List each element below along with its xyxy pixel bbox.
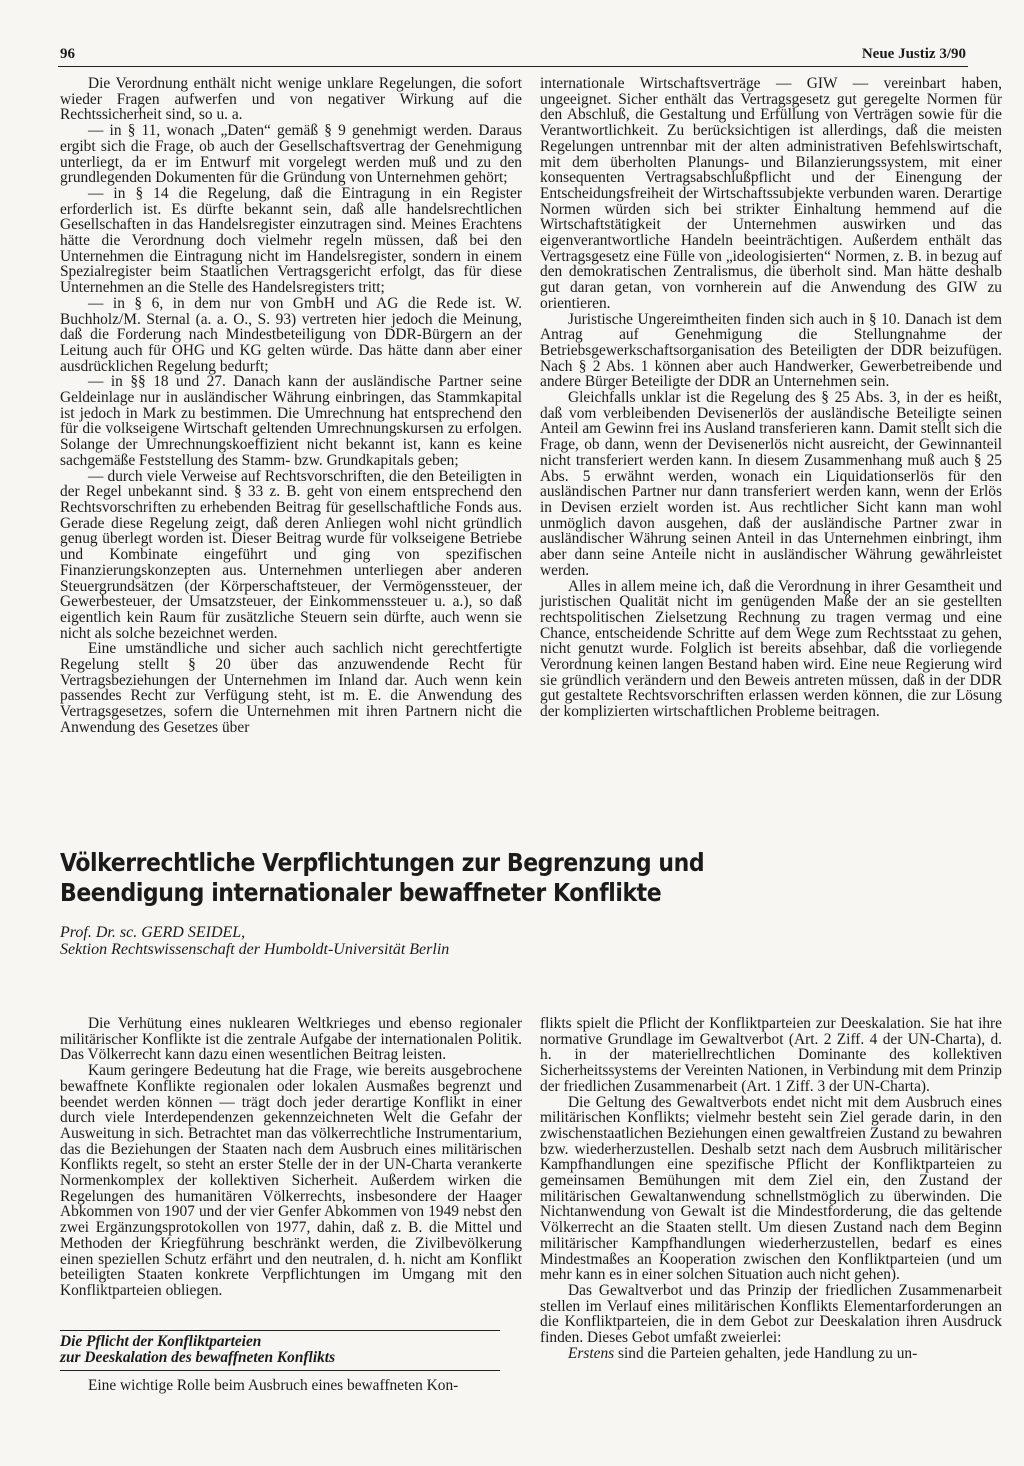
- paragraph: flikts spielt die Pflicht der Konfliktparteien zur Deeskalation. Sie hat ihre normative Grundlage im Gewaltverbot (Art. 2 Ziff. 4 der UN-Charta), d. h. in der materiellrechtlichen Dominante des kollektiven Sicherheitssystems der Vereinten Nationen, in Verbindung mit dem Prinzip der friedlichen Zusammenarbeit (Art. 1 Ziff. 3 der UN-Charta).: [540, 1015, 1002, 1095]
- list-item: — durch viele Verweise auf Rechtsvorschriften, die den Beteiligten in der Regel unbekannt sind. § 33 z. B. geht von einem entsprechend den Rechtsvorschriften zu erhebenden Beitrag für gesellschaftliche Fonds aus. Gerade diese Regelung zeigt, daß deren Anliegen wohl nicht gründlich genug überlegt worden ist. Dieser Beitrag wurde für volkseigene Betriebe und Kombinate eingeführt und ging von spezifischen Finanzierungskonzepten aus. Unternehmen unterliegen aber anderen Steuergrundsätzen (der Körperschaftsteuer, der Vermögenssteuer, der Gewerbesteuer, der Umsatzsteuer, der Einkommenssteuer u. a.), so daß eigentlich kein Raum für zusätzliche Steuern sein dürfte, auch wenn sie nicht als solche bezeichnet werden.: [60, 467, 522, 642]
- paragraph: Gleichfalls unklar ist die Regelung des § 25 Abs. 3, in der es heißt, daß vom verbleibenden Devisenerlös der ausländische Beteiligte seinen Anteil am Gewinn frei ins Ausland transferieren kann. Damit stellt sich die Frage, ob dann, wenn der Devisenerlös nicht ausreicht, der Gewinnanteil nicht transferiert werden kann. In diesem Zusammenhang muß auch § 25 Abs. 5 erwähnt werden, wonach ein Liquidationserlös für den ausländischen Partner nur dann transferiert werden kann, wenn der Erlös in Devisen erzielt worden ist. Aus rechtlicher Sicht kann man wohl unmöglich davon ausgehen, daß der ausländische Partner zwar in ausländischer Währung seinen Anteil in das Unternehmen einbringt, ihm aber dann seine Anteile nicht in ausländischer Währung gewährleistet werden.: [540, 389, 1002, 579]
- list-item: — in § 14 die Regelung, daß die Eintragung in ein Register erforderlich ist. Es dürfte bekannt sein, daß alle handelsrechtlichen Gesellschaften in das Handelsregister einzutragen sind. Meines Erachtens hätte die Verordnung doch vielmehr regeln müssen, daß bei den Unternehmen die Eintragung nicht im Handelsregister, sondern in einem Spezialregister beim Staatlichen Vertragsgericht erfolgt, das für diese Unternehmen an die Stelle des Handelsregisters tritt;: [60, 184, 522, 297]
- paragraph: internationale Wirtschaftsverträge — GIW — vereinbart haben, ungeeignet. Sicher enthält das Vertragsgesetz gut geregelte Normen für den Abschluß, die Gestaltung und Erfüllung von Verträgen sowie für die Verantwortlichkeit. Zu berücksichtigen ist allerdings, daß die meisten Regelungen untrennbar mit der alten administrativen Befehlswirtschaft, mit dem überholten Planungs- und Bilanzierungssystem, mit einer konsequenten Vertragsabschlußpflicht und der Einengung der Entscheidungsfreiheit der Wirtschaftssubjekte verbunden waren. Derartige Normen würden sich bei strikter Einhaltung hemmend auf die Wirtschaftstätigkeit der Unternehmen auswirken und das eigenverantwortliche Handeln beeinträchtigen. Außerdem enthält das Vertragsgesetz eine Fülle von „ideologisierten“ Normen, z. B. in bezug auf den demokratischen Zentralismus, die überholt sind. Man hätte deshalb gut daran getan, von vornherein auf die Anwendung des GIW zu orientieren.: [540, 75, 1002, 312]
- article1-column-left: [60, 76, 522, 736]
- journal-issue: Neue Justiz 3/90: [861, 46, 966, 62]
- article2-column-left-end: [60, 1378, 522, 1394]
- article2-column-left: [60, 1016, 522, 1299]
- author-block: [60, 924, 620, 958]
- subheading-rule-top: [60, 1330, 500, 1331]
- list-item: — in §§ 18 und 27. Danach kann der ausländische Partner seine Geldeinlage nur in ausländischer Währung einbringen, das Stammkapital ist jedoch in Mark zu bestimmen. Die Umrechnung hat entsprechend den für die volkseigene Wirtschaft geltenden Umrechnungskursen zu erfolgen. Solange der Umrechnungskoeffizient nicht bekannt ist, kann es keine sachgemäße Feststellung des Stamm- bzw. Grundkapitals geben;: [60, 373, 522, 469]
- paragraph: Das Gewaltverbot und das Prinzip der friedlichen Zusammenarbeit stellen im Verlauf eines militärischen Konflikts Elementarforderungen an die Konfliktparteien, die in dem Gebot zur Deeskalation ihren Ausdruck finden. Dieses Gebot umfaßt zweierlei:: [540, 1281, 1002, 1347]
- author-name: Prof. Dr. sc. GERD SEIDEL,: [60, 924, 246, 941]
- paragraph: Kaum geringere Bedeutung hat die Frage, wie bereits ausgebrochene bewaffnete Konflikte regionalen oder lokalen Ausmaßes begrenzt und beendet werden können — trägt doch jeder derartige Konflikt in einer durch viele Interdependenzen gekennzeichneten Welt die Gefahr der Ausweitung in sich. Betrachtet man das völkerrechtliche Instrumentarium, das die Beziehungen der Staaten nach dem Ausbruch eines militärischen Konflikts regelt, so steht an erster Stelle der in der UN-Charta verankerte Normenkomplex der kollektiven Sicherheit. Außerdem wirken die Regelungen des humanitären Völkerrechts, insbesondere der Haager Abkommen von 1907 und der vier Genfer Abkommen von 1949 nebst den zwei Ergänzungsprotokollen von 1977, dahin, daß z. B. die Mittel und Methoden der Kriegführung beschränkt werden, die Zivilbevölkerung einen speziellen Schutz erfährt und den neutralen, d. h. nicht am Konflikt beteiligten Staaten konkrete Verpflichtungen im Umgang mit den Konfliktparteien obliegen.: [60, 1062, 522, 1299]
- paragraph: Die Verhütung eines nuklearen Weltkrieges und ebenso regionaler militärischer Konflikte ist die zentrale Aufgabe der internationalen Politik. Das Völkerrecht kann dazu einen wesentlichen Beitrag leisten.: [60, 1015, 522, 1064]
- paragraph: Alles in allem meine ich, daß die Verordnung in ihrer Gesamtheit und juristischen Qualität nicht im genügenden Maße der an sie gestellten rechtspolitischen Zielsetzung Rechnung zu tragen vermag und eine Chance, entscheidende Schritte auf dem Wege zum Rechtsstaat zu gehen, nicht genutzt wurde. Folglich ist bereits absehbar, daß die vorliegende Verordnung keinen langen Bestand haben wird. Eine neue Regierung wird sie gründlich verändern und den Beweis antreten müssen, daß in der DDR gut gestaltete Rechtsvorschriften erlassen werden können, die zur Lösung der komplizierten wirtschaftlichen Probleme beitragen.: [540, 577, 1002, 721]
- subheading-line-2: zur Deeskalation des bewaffneten Konflikts: [60, 1349, 336, 1366]
- list-item: — in § 6, in dem nur von GmbH und AG die Rede ist. W. Buchholz/M. Sternal (a. a. O., S. 93) vertreten hier jedoch die Meinung, daß die Forderung nach Mindestbeteiligung von DDR-Bürgern an der Leitung auch für OHG und KG gelten würde. Das hätte dann aber einer ausdrücklichen Regelung bedurft;: [60, 294, 522, 375]
- subheading-rule-bottom: [60, 1370, 500, 1371]
- article-title: Völkerrechtliche Verpflichtungen zur Begrenzung und Beendigung internationaler bewaffneter Konflikte: [60, 848, 705, 907]
- paragraph: Juristische Ungereimtheiten finden sich auch in § 10. Danach ist dem Antrag auf Genehmigung die Stellungnahme der Betriebsgewerkschaftsorganisation des Beteiligten der DDR beizufügen. Nach § 2 Abs. 1 können aber auch Handwerker, Gewerbetreibende und andere Bürger Beteiligte der DDR an Unternehmen sein.: [540, 310, 1002, 391]
- section-subheading: [60, 1330, 522, 1371]
- list-item: — in § 11, wonach „Daten“ gemäß § 9 genehmigt werden. Daraus ergibt sich die Frage, ob auch der Gesellschaftsvertrag der Genehmigung unterliegt, da er im Entwurf mit vorgelegt werden muß und zu den grundlegenden Dokumenten für die Gründung von Unternehmen gehört;: [60, 122, 522, 187]
- author-affiliation: Sektion Rechtswissenschaft der Humboldt-Universität Berlin: [60, 941, 450, 958]
- paragraph-text: sind die Parteien gehalten, jede Handlung zu un-: [614, 1344, 918, 1362]
- paragraph: Eine umständliche und sicher auch sachlich nicht gerechtfertigte Regelung stellt § 20 über das anzuwendende Recht für Vertragsbeziehungen der Unternehmen im Inland dar. Auch wenn kein passendes Recht zur Verfügung steht, ist m. E. die Anwendung des Vertragsgesetzes, sofern die Unternehmen mit ihren Partnern nicht die Anwendung des Gesetzes über: [60, 640, 522, 736]
- header-rule: [58, 66, 968, 67]
- article1-column-right: [540, 76, 1002, 720]
- emphasis: Erstens: [568, 1344, 615, 1362]
- paragraph: Die Geltung des Gewaltverbots endet nicht mit dem Ausbruch eines militärischen Konflikts; vielmehr besteht sein Ziel gerade darin, in den zwischenstaatlichen Beziehungen einen gewaltfreien Zustand zu bewahren bzw. wiederherzustellen. Deshalb setzt nach dem Ausbruch militärischer Kampfhandlungen eine spezifische Pflicht der Konfliktparteien zu gemeinsamen Bemühungen mit dem Ziel ein, den Zustand der militärischen Gewaltanwendung schnellstmöglich zu überwinden. Die Nichtanwendung von Gewalt ist die Mindestforderung, die das geltende Völkerrecht an die Staaten stellt. Um diesen Zustand nach dem Beginn militärischer Kampfhandlungen wiederherzustellen, bedarf es eines Mindestmaßes an Kooperation zwischen den Konfliktparteien (und um mehr kann es in einer solchen Situation auch nicht gehen).: [540, 1093, 1002, 1284]
- page-number: 96: [60, 46, 75, 62]
- article2-column-right: [540, 1016, 1002, 1361]
- paragraph: Eine wichtige Rolle beim Ausbruch eines bewaffneten Kon-: [88, 1377, 459, 1394]
- paragraph-last: [540, 1346, 1002, 1362]
- subheading-line-1: Die Pflicht der Konfliktparteien: [60, 1333, 262, 1350]
- paragraph: Die Verordnung enthält nicht wenige unklare Regelungen, die sofort wieder Fragen aufwerfen und von negativer Wirkung auf die Rechtssicherheit sind, so u. a.: [60, 75, 522, 124]
